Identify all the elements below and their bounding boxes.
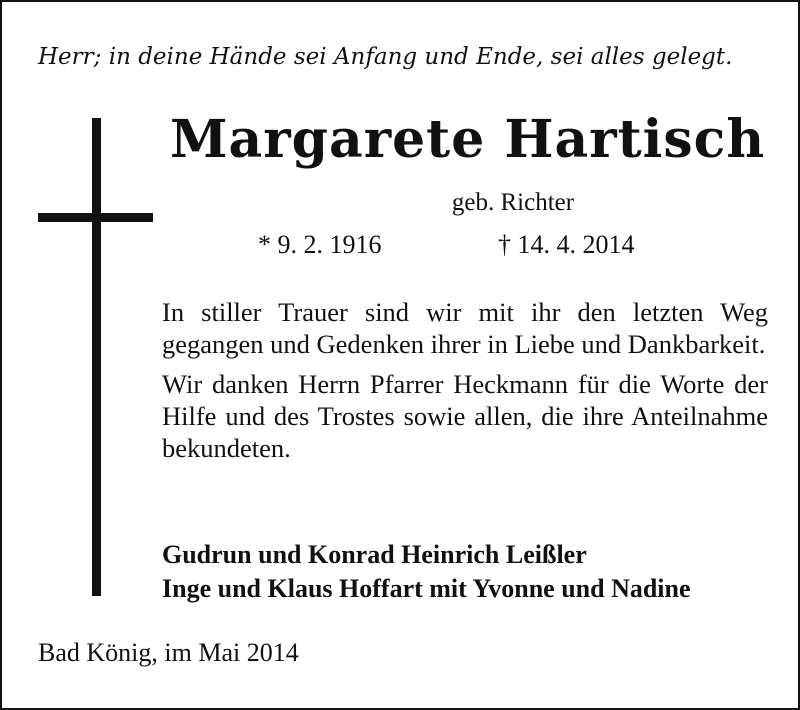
thanks-paragraph: Wir danken Herrn Pfarrer Heckmann für die Worte der Hilfe und des Trostes sowie allen, die ihre Anteilnahme bekundeten. (162, 369, 768, 463)
signers-list (162, 538, 782, 606)
notice-text (162, 296, 768, 472)
motto-verse: Herr; in deine Hände sei Anfang und Ende, sei alles gelegt. (38, 44, 733, 70)
birth-date: * 9. 2. 1916 (258, 230, 382, 259)
place-and-date: Bad König, im Mai 2014 (38, 638, 299, 667)
death-date: † 14. 4. 2014 (498, 230, 635, 259)
cross-icon-bar (38, 213, 153, 222)
deceased-name: Margarete Hartisch (170, 109, 766, 170)
cross-icon (92, 118, 101, 596)
mourning-paragraph: In stiller Trauer sind wir mit ihr den letzten Weg gegangen und Gedenken ihrer in Liebe und Dankbarkeit. (162, 297, 768, 359)
signer-line: Inge und Klaus Hoffart mit Yvonne und Nadine (162, 574, 691, 603)
signer-line: Gudrun und Konrad Heinrich Leißler (162, 540, 587, 569)
maiden-name: geb. Richter (451, 189, 575, 216)
